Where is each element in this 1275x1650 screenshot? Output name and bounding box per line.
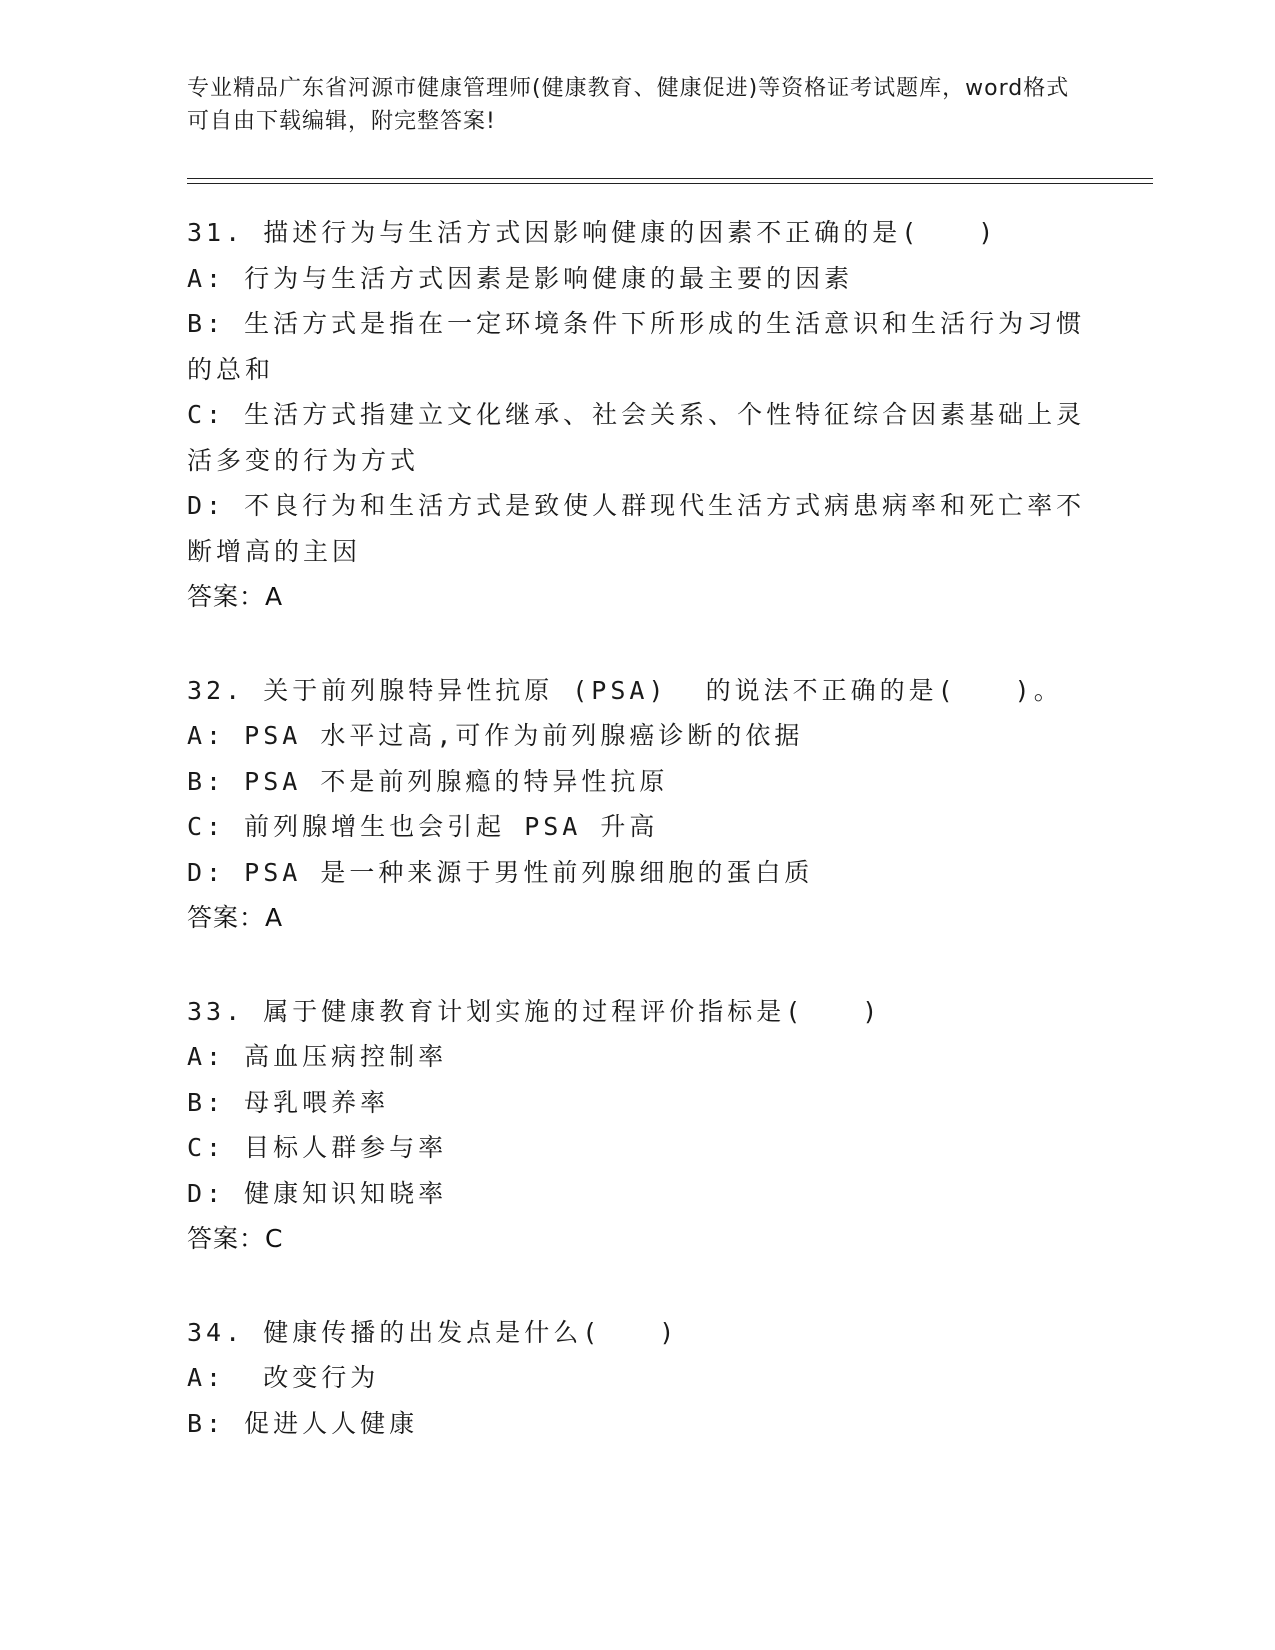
option-d: D: PSA 是一种来源于男性前列腺细胞的蛋白质: [187, 857, 814, 887]
document-header: 专业精品广东省河源市健康管理师(健康教育、健康促进)等资格证考试题库，word格式可自由下载编辑，附完整答案!: [187, 76, 1070, 134]
option-c: C: 前列腺增生也会引起 PSA 升高: [187, 812, 659, 841]
option-a: A: 行为与生活方式因素是影响健康的最主要的因素: [187, 263, 854, 293]
question-31: [187, 210, 1087, 620]
option-c: C: 生活方式指建立文化继承、社会关系、个性特征综合因素基础上灵活多变的行为方式: [187, 400, 1086, 475]
option-b: B: 促进人人健康: [187, 1408, 419, 1438]
question-32: [187, 668, 1087, 941]
option-c: C: 目标人群参与率: [187, 1133, 448, 1162]
option-b: B: 生活方式是指在一定环境条件下所形成的生活意识和生活行为习惯的总和: [187, 309, 1086, 384]
question-stem: 31. 描述行为与生活方式因影响健康的因素不正确的是( ): [187, 218, 998, 247]
header-divider-bottom: [187, 183, 1153, 184]
question-stem: 32. 关于前列腺特异性抗原 (PSA) 的说法不正确的是( )。: [187, 675, 1063, 705]
option-a: A: PSA 水平过高,可作为前列腺癌诊断的依据: [187, 721, 804, 750]
question-33: [187, 989, 1087, 1262]
option-a: A: 改变行为: [187, 1363, 380, 1392]
option-b: B: PSA 不是前列腺瘾的特异性抗原: [187, 766, 669, 796]
option-d: D: 不良行为和生活方式是致使人群现代生活方式病患病率和死亡率不断增高的主因: [187, 491, 1086, 566]
question-stem: 33. 属于健康教育计划实施的过程评价指标是( ): [187, 996, 882, 1026]
option-b: B: 母乳喂养率: [187, 1087, 390, 1117]
header-divider-top: [187, 178, 1153, 179]
question-stem: 34. 健康传播的出发点是什么( ): [187, 1317, 679, 1347]
question-34: [187, 1310, 1087, 1447]
answer: 答案：A: [187, 582, 284, 611]
option-d: D: 健康知识知晓率: [187, 1178, 448, 1208]
question-list: [187, 210, 1087, 1494]
option-a: A: 高血压病控制率: [187, 1042, 448, 1071]
answer: 答案：A: [187, 903, 284, 932]
answer: 答案：C: [187, 1224, 284, 1253]
